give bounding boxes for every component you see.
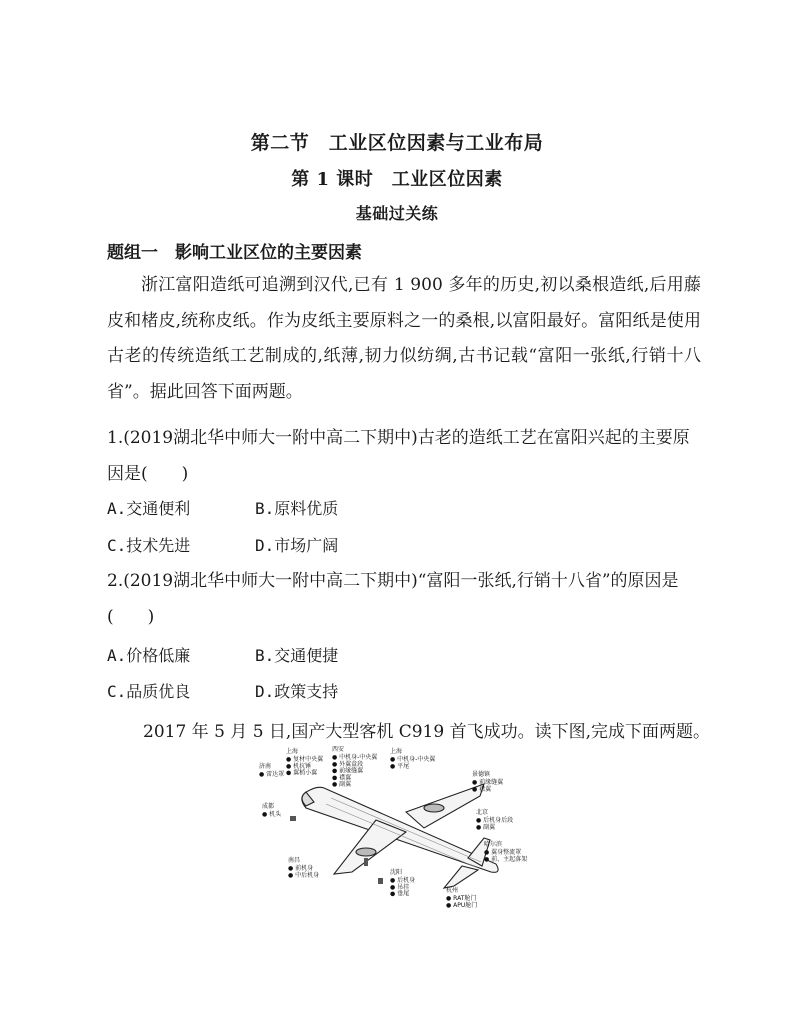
label-shanghai2-city: 上海 [390,748,403,755]
group-heading: 题组一 影响工业区位的主要因素 [107,243,362,263]
label-shenyang-parts: ● 后机身● 吊挂● 垂尾 [390,877,416,898]
label-harbin-parts: ● 翼身整流罩● 前、主起落架 [484,849,528,863]
label-xian-city: 西安 [332,746,345,753]
label-shanghai2-parts: ● 中机身-中央翼● 平尾 [390,756,436,770]
label-shanghai1-parts: ● 复材中央翼● 机抗锤● 翼梢小翼 [286,756,324,777]
question-2-option-a[interactable]: A.价格低廉 [107,646,191,665]
section-title: 第二节 工业区位因素与工业布局 [250,132,544,154]
label-hangzhou-city: 杭州 [446,887,459,894]
lesson-title: 第 1 课时 工业区位因素 [291,169,503,190]
practice-title: 基础过关练 [355,204,439,223]
right-engine [424,804,444,812]
label-beijing-parts: ● 后机身后段● 副翼 [476,817,514,831]
question-2-option-c[interactable]: C.品质优良 [107,682,191,701]
question-1-option-d[interactable]: D.市场广阔 [255,536,339,555]
question-1-stem: 1.(2019湖北华中师大一附中高二下期中)古老的造纸工艺在富阳兴起的主要原因是( ) [107,428,690,484]
label-beijing-city: 北京 [476,809,489,816]
horizontal-stabilizer [444,866,478,888]
label-jingdezhen-parts: ● 前缘缝翼● 襟翼 [472,779,504,793]
label-jinan-city: 济南 [259,763,272,770]
reading-passage: 浙江富阳造纸可追溯到汉代,已有 1 900 多年的历史,初以桑根造纸,后用藤皮和楮皮,统称皮纸。作为皮纸主要原料之一的桑根,以富阳最好。富阳纸是使用古老的传统造纸工艺制成的,纸薄,韧力似纺绸,古书记载“富阳一张纸,行销十八省”。据此回答下面两题。 [107,275,701,402]
c919-supplier-diagram [256,746,546,914]
label-chengdu-parts: ● 机头 [262,811,282,818]
left-engine [356,848,376,856]
c919-lead-text: 2017 年 5 月 5 日,国产大型客机 C919 首飞成功。读下图,完成下面两题。 [143,722,710,742]
question-2-stem: 2.(2019湖北华中师大一附中高二下期中)“富阳一张纸,行销十八省”的原因是( ) [107,571,679,627]
label-nanchang-parts: ● 前机身● 中后机身 [288,865,320,879]
label-xian-parts: ● 中机身-中央翼● 外翼盒段● 前缘缝翼● 襟翼● 副翼 [332,754,378,789]
label-hangzhou-parts: ● RAT舱门● APU舱门 [446,895,478,909]
label-jingdezhen-city: 景德镇 [472,771,491,778]
label-jinan-parts: ● 雷达罩 [259,771,285,778]
question-2-option-d[interactable]: D.政策支持 [255,682,339,701]
question-1-option-c[interactable]: C.技术先进 [107,536,191,555]
question-1-option-a[interactable]: A.交通便利 [107,499,191,518]
label-shanghai1-city: 上海 [286,748,299,755]
left-wing [334,820,406,874]
label-nanchang-city: 南昌 [288,857,301,864]
question-2-option-b[interactable]: B.交通便捷 [255,646,339,665]
question-1-option-b[interactable]: B.原料优质 [255,499,339,518]
label-chengdu-city: 成都 [262,803,275,810]
label-harbin-city: 哈尔滨 [484,841,503,848]
label-shenyang-city: 沈阳 [390,869,403,876]
